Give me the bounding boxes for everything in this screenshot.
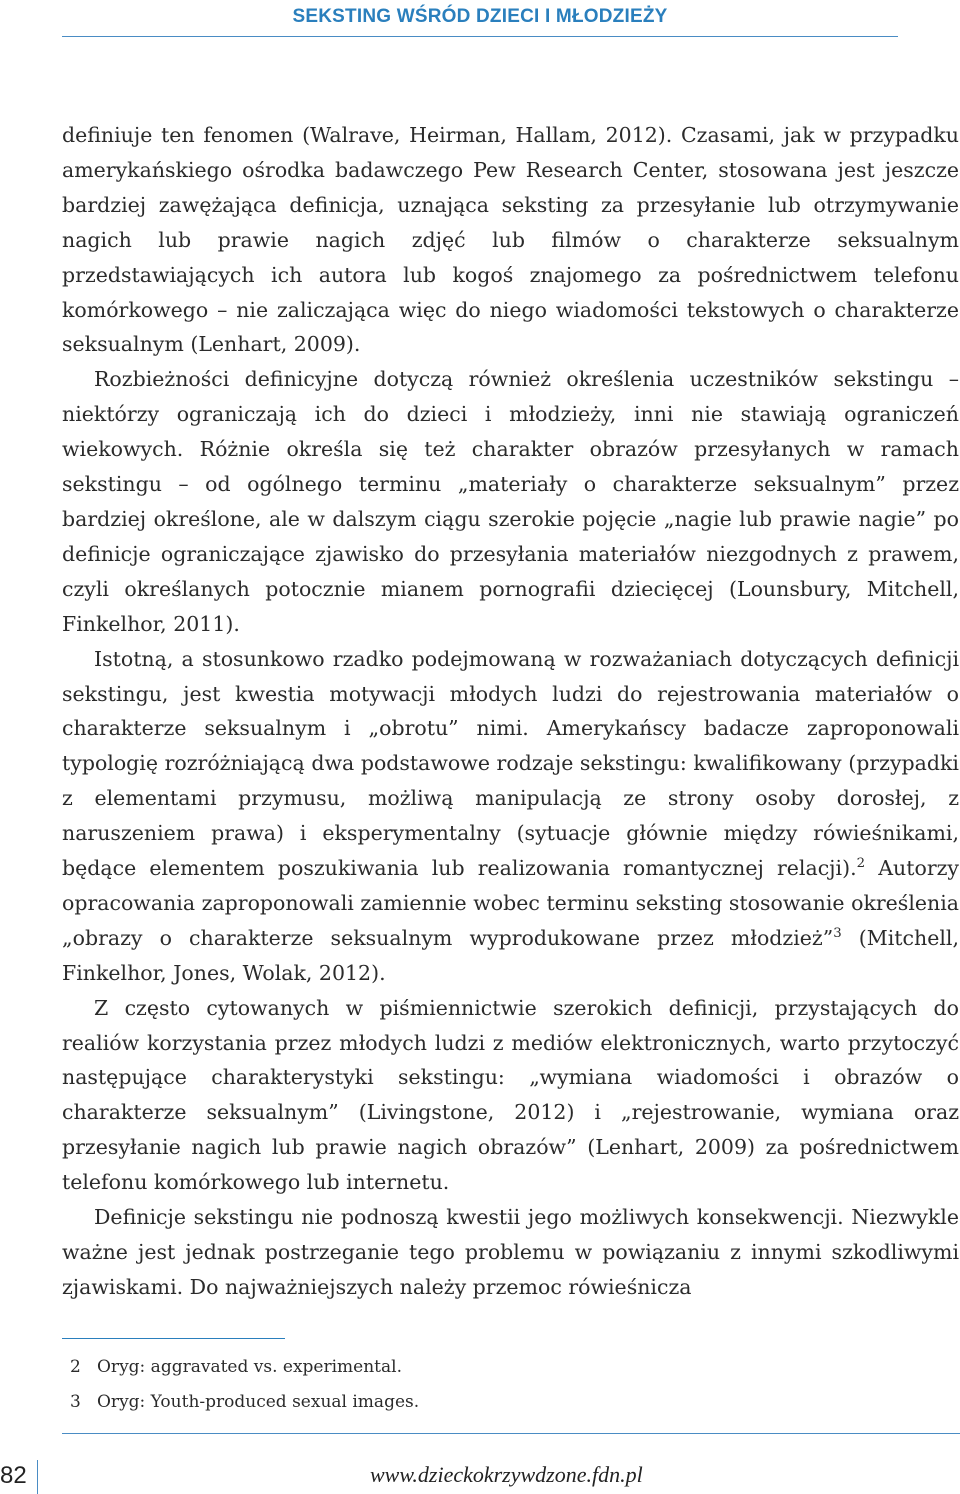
footnote-number: 2 xyxy=(70,1357,81,1377)
footnote-ref-3[interactable]: 3 xyxy=(833,925,842,941)
footer-rule xyxy=(62,1433,960,1434)
footnote-rule xyxy=(62,1338,285,1339)
footnote-text: Oryg: aggravated vs. experimental. xyxy=(97,1357,402,1377)
header-rule xyxy=(62,36,898,37)
paragraph-3 xyxy=(62,642,959,991)
paragraph-3-part-3: (Mitchell, Finkelhor, Jones, Wolak, 2012). xyxy=(62,925,959,985)
footnote-ref-2[interactable]: 2 xyxy=(856,856,866,872)
paragraph-3-part-2: Autorzy opracowania zaproponowali zamiennie wobec terminu seksting stosowanie określenia „obrazy o charakterze seksualnym wyprodukowane przez młodzież” xyxy=(62,856,959,950)
paragraph-3-part-1: Istotną, a stosunkowo rzadko podejmowaną w rozważaniach dotyczących definicji sekstingu, jest kwestia motywacji młodych ludzi do rejestrowania materiałów o charakterze seksualnym i „obrotu” nimi. Amerykańscy badacze zaproponowali typologię rozróżniającą dwa podstawowe rodzaje sekstingu: kwalifikowany (przypadki z elementami przymusu, możliwą manipulacją ze strony osoby dorosłej, z naruszeniem prawa) i eksperymentalny (sytuacje głównie między rówieśnikami, będące elementem poszukiwania lub realizowania romantycznej relacji). xyxy=(62,646,959,881)
footnote-number: 3 xyxy=(70,1392,81,1412)
paragraph-5: Definicje sekstingu nie podnoszą kwestii jego możliwych konsekwencji. Niezwykle ważne jest jednak postrzeganie tego problemu w powiązaniu z innymi szkodliwymi zjawiskami. Do najważniejszych należy przemoc rówieśnicza xyxy=(62,1205,959,1299)
paragraph-4: Z często cytowanych w piśmiennictwie szerokich definicji, przystających do realiów korzystania przez młodych ludzi z mediów elektronicznych, warto przytoczyć następujące charakterystyki sekstingu: „wymiana wiadomości i obrazów o charakterze seksualnym” (Livingstone, 2012) i „rejestrowanie, wymiana oraz przesyłanie nagich lub prawie nagich obrazów” (Lenhart, 2009) za pośrednictwem telefonu komórkowego lub internetu. xyxy=(62,995,959,1195)
page-number-divider xyxy=(37,1460,38,1494)
body-text xyxy=(62,118,959,1305)
page-number: 82 xyxy=(0,1462,27,1489)
footnote-3 xyxy=(70,1385,950,1420)
running-header xyxy=(62,0,960,40)
running-header-title: SEKSTING WŚRÓD DZIECI I MŁODZIEŻY xyxy=(292,6,668,27)
footnote-2 xyxy=(70,1350,950,1385)
footnotes xyxy=(70,1350,950,1420)
paragraph-2: Rozbieżności definicyjne dotyczą również określenia uczestników sekstingu – niektórzy ograniczają ich do dzieci i młodzieży, inni nie stawiają ograniczeń wiekowych. Różnie określa się też charakter obrazów przesyłanych w ramach sekstingu – od ogólnego terminu „materiały o charakterze seksualnym” przez bardziej określone, ale w dalszym ciągu szerokie pojęcie „nagie lub prawie nagie” po definicje ograniczające zjawisko do przesyłania materiałów niezgodnych z prawem, czyli określanych potocznie mianem pornografii dziecięcej (Lounsbury, Mitchell, Finkelhor, 2011). xyxy=(62,367,959,636)
footnote-text: Oryg: Youth-produced sexual images. xyxy=(97,1392,420,1412)
footer-url-link[interactable]: www.dzieckokrzywdzone.fdn.pl xyxy=(370,1462,643,1487)
paragraph-1: definiuje ten fenomen (Walrave, Heirman, Hallam, 2012). Czasami, jak w przypadku amerykańskiego ośrodka badawczego Pew Research Center, stosowana jest jeszcze bardziej zawężająca definicja, uznająca seksting za przesyłanie lub otrzymywanie nagich lub prawie nagich zdjęć lub filmów o charakterze seksualnym przedstawiających ich autora lub kogoś znajomego za pośrednictwem telefonu komórkowego – nie zaliczająca więc do niego wiadomości tekstowych o charakterze seksualnym (Lenhart, 2009). xyxy=(62,123,959,357)
